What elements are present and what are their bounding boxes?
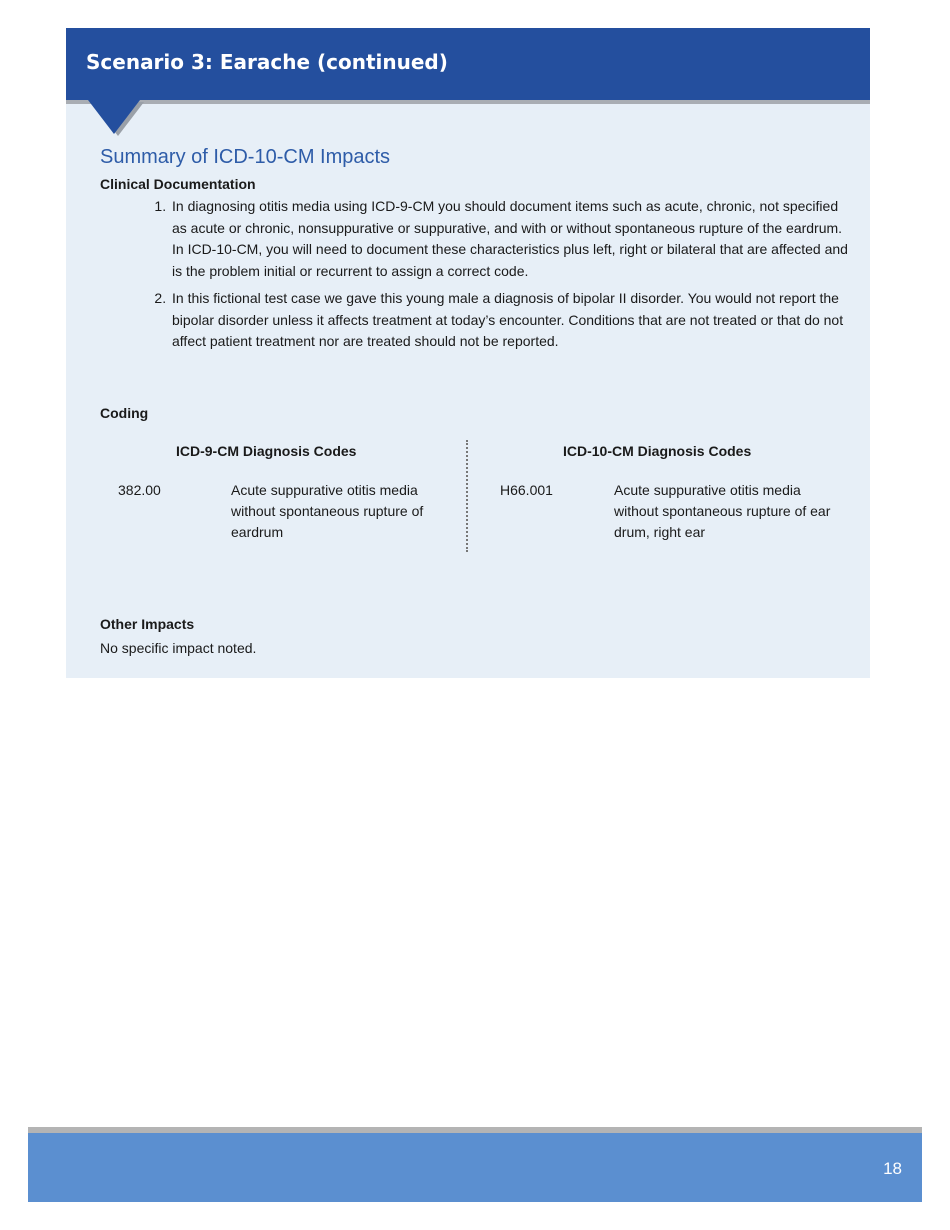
header-banner <box>66 28 870 100</box>
page-number: 18 <box>883 1159 902 1178</box>
icd9-heading: ICD-9-CM Diagnosis Codes <box>176 443 357 459</box>
banner-pointer <box>88 100 140 134</box>
header-shadow <box>66 100 870 104</box>
clinical-heading: Clinical Documentation <box>100 176 256 192</box>
coding-heading: Coding <box>100 405 149 421</box>
icd10-description: Acute suppurative otitis media without spontaneous rupture of ear drum, right ear <box>614 482 831 540</box>
other-heading: Other Impacts <box>100 616 195 632</box>
icd10-code: H66.001 <box>500 482 553 498</box>
column-divider <box>466 440 468 552</box>
icd9-description: Acute suppurative otitis media without spontaneous rupture of eardrum <box>231 482 424 540</box>
list-item: 1. In diagnosing otitis media using ICD-9-CM you should document items such as acute, chronic, not specified as acute or chronic, nonsuppurative or suppurative, and with or without spontaneous rupture of the eardrum. In ICD-10-CM, you will need to document these characteristics plus left, right or bilateral that are affected and is the problem initial or recurrent to assign a correct code. <box>170 196 850 282</box>
other-text: No specific impact noted. <box>100 640 257 656</box>
clinical-list <box>150 196 850 359</box>
section-title: Summary of ICD-10-CM Impacts <box>100 146 391 168</box>
icd9-code: 382.00 <box>118 482 161 498</box>
footer-bar <box>28 1133 922 1202</box>
icd10-heading: ICD-10-CM Diagnosis Codes <box>563 443 752 459</box>
page-title: Scenario 3: Earache (continued) <box>86 50 448 74</box>
list-item: 2. In this fictional test case we gave this young male a diagnosis of bipolar II disorder. You would not report the bipolar disorder unless it affects treatment at today’s encounter. Conditions that are not treated or that do not affect patient treatment nor are treated should not be reported. <box>170 288 850 353</box>
